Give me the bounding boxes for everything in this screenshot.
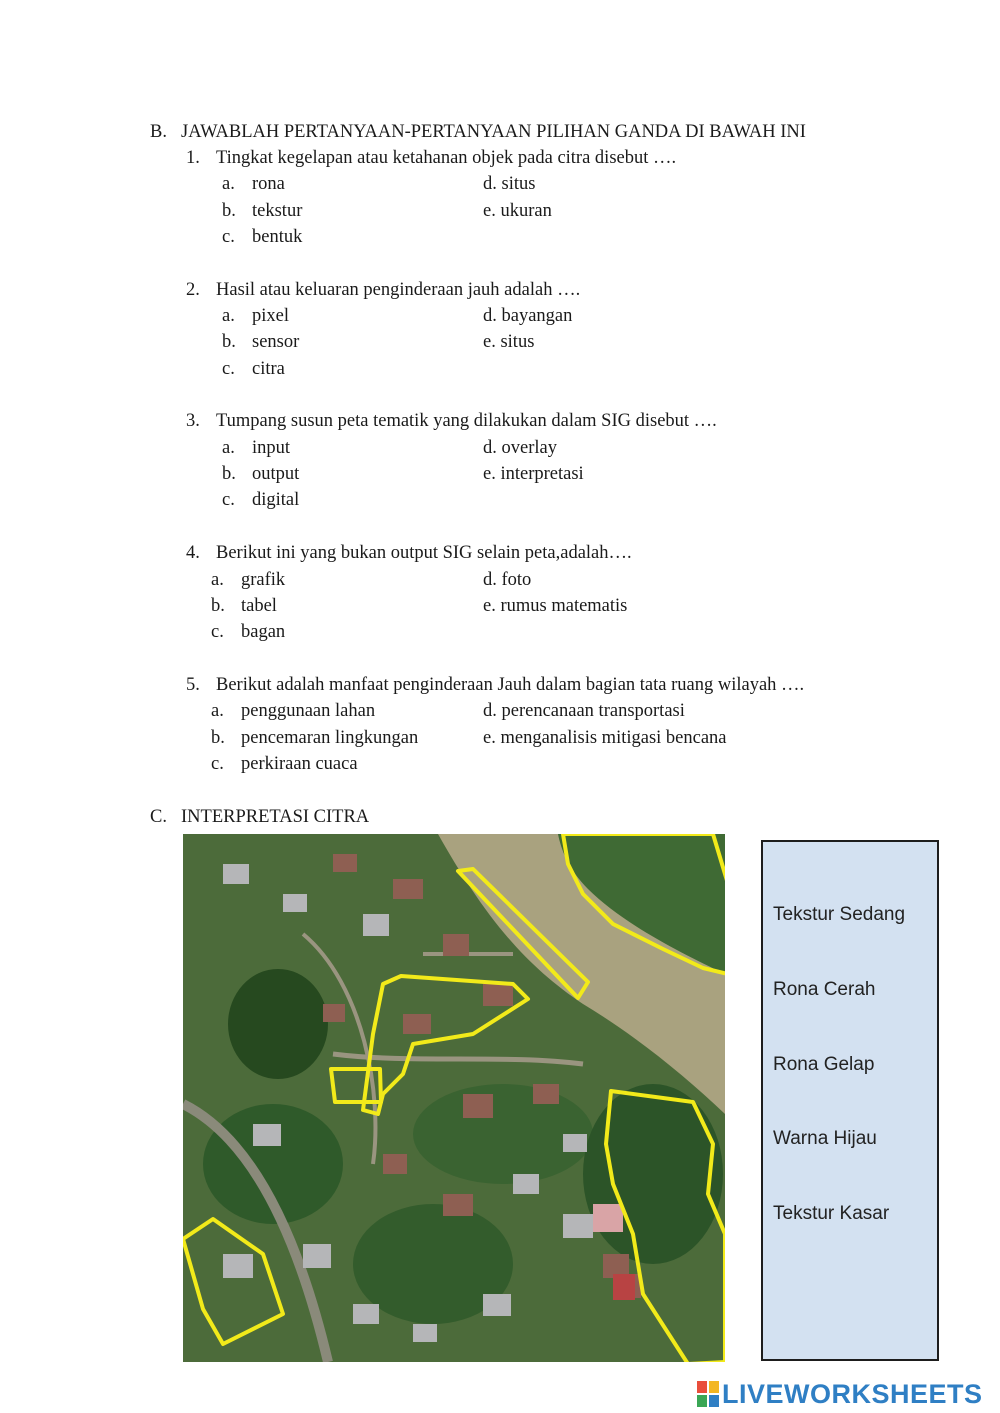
option-letter: e.: [483, 201, 496, 221]
option-text: menganalisis mitigasi bencana: [500, 728, 727, 748]
option-text: foto: [501, 570, 532, 590]
option-letter: c.: [211, 754, 224, 774]
question-5: [186, 675, 804, 696]
option-letter: c.: [222, 227, 235, 247]
option-letter: a.: [222, 306, 235, 326]
option-text: sensor: [252, 332, 300, 352]
option-1c[interactable]: [222, 227, 302, 248]
satellite-image: [183, 834, 725, 1362]
option-letter: b.: [222, 201, 236, 221]
brand-name: LIVEWORKSHEETS: [722, 1378, 983, 1409]
label-warna-hijau[interactable]: Warna Hijau: [773, 1128, 877, 1149]
option-letter: b.: [211, 728, 225, 748]
option-text: bayangan: [501, 306, 573, 326]
option-letter: b.: [222, 332, 236, 352]
liveworksheets-logo: [697, 1378, 993, 1410]
option-3a[interactable]: [222, 438, 290, 459]
option-text: input: [252, 438, 291, 458]
question-text: Berikut adalah manfaat penginderaan Jauh dalam bagian tata ruang wilayah ….: [216, 675, 805, 695]
question-2: [186, 280, 580, 301]
option-2c[interactable]: [222, 359, 285, 380]
option-5a[interactable]: [211, 701, 375, 722]
option-letter: e.: [483, 728, 496, 748]
question-text: Tingkat kegelapan atau ketahanan objek pada citra disebut ….: [216, 148, 677, 168]
option-2a[interactable]: [222, 306, 289, 327]
option-5c[interactable]: [211, 754, 358, 775]
section-c-letter: C.: [150, 807, 167, 827]
option-text: penggunaan lahan: [241, 701, 376, 721]
question-4: [186, 543, 632, 564]
option-text: perencanaan transportasi: [501, 701, 685, 721]
question-1: [186, 148, 676, 169]
option-text: tekstur: [252, 201, 303, 221]
option-text: ukuran: [500, 201, 552, 221]
option-letter: b.: [222, 464, 236, 484]
option-text: grafik: [241, 570, 286, 590]
option-text: overlay: [501, 438, 557, 458]
question-3: [186, 411, 717, 432]
option-4c[interactable]: [211, 622, 285, 643]
question-number: 2.: [186, 280, 200, 300]
section-c-title: INTERPRETASI CITRA: [181, 807, 370, 827]
option-1d[interactable]: [483, 174, 535, 195]
label-tekstur-sedang[interactable]: Tekstur Sedang: [773, 904, 906, 925]
option-text: bentuk: [252, 227, 303, 247]
option-text: pencemaran lingkungan: [241, 728, 419, 748]
option-3e[interactable]: [483, 464, 584, 485]
question-text: Berikut ini yang bukan output SIG selain peta,adalah….: [216, 543, 632, 563]
option-3d[interactable]: [483, 438, 557, 459]
option-letter: a.: [222, 438, 235, 458]
logo-icon: [697, 1381, 719, 1407]
option-text: tabel: [241, 596, 277, 616]
option-4d[interactable]: [483, 570, 531, 591]
option-4b[interactable]: [211, 596, 277, 617]
option-2b[interactable]: [222, 332, 299, 353]
option-letter: d.: [483, 306, 497, 326]
question-number: 5.: [186, 675, 200, 695]
option-text: bagan: [241, 622, 286, 642]
label-box: [761, 840, 939, 1361]
option-5e[interactable]: [483, 728, 727, 749]
option-5d[interactable]: [483, 701, 685, 722]
option-letter: d.: [483, 570, 497, 590]
option-letter: a.: [211, 701, 224, 721]
option-text: rona: [252, 174, 285, 194]
question-text: Hasil atau keluaran penginderaan jauh adalah ….: [216, 280, 581, 300]
section-b-letter: B.: [150, 122, 167, 142]
option-3c[interactable]: [222, 490, 299, 511]
option-2e[interactable]: [483, 332, 534, 353]
option-1e[interactable]: [483, 201, 552, 222]
question-number: 1.: [186, 148, 200, 168]
option-letter: a.: [222, 174, 235, 194]
label-tekstur-kasar[interactable]: Tekstur Kasar: [773, 1203, 890, 1224]
section-b-title: JAWABLAH PERTANYAAN-PERTANYAAN PILIHAN GANDA DI BAWAH INI: [181, 122, 806, 142]
option-letter: e.: [483, 332, 496, 352]
option-text: pixel: [252, 306, 289, 326]
option-letter: d.: [483, 174, 497, 194]
option-text: perkiraan cuaca: [241, 754, 358, 774]
option-4e[interactable]: [483, 596, 627, 617]
label-rona-gelap[interactable]: Rona Gelap: [773, 1054, 875, 1075]
option-5b[interactable]: [211, 728, 418, 749]
option-letter: b.: [211, 596, 225, 616]
option-text: situs: [500, 332, 535, 352]
option-letter: d.: [483, 701, 497, 721]
option-1a[interactable]: [222, 174, 285, 195]
option-letter: c.: [222, 359, 235, 379]
option-letter: c.: [222, 490, 235, 510]
option-letter: d.: [483, 438, 497, 458]
option-1b[interactable]: [222, 201, 302, 222]
option-text: rumus matematis: [500, 596, 628, 616]
option-text: citra: [252, 359, 285, 379]
question-text: Tumpang susun peta tematik yang dilakukan dalam SIG disebut ….: [216, 411, 717, 431]
option-text: interpretasi: [500, 464, 584, 484]
option-4a[interactable]: [211, 570, 285, 591]
option-text: output: [252, 464, 300, 484]
option-letter: c.: [211, 622, 224, 642]
option-letter: e.: [483, 596, 496, 616]
option-letter: a.: [211, 570, 224, 590]
option-text: situs: [501, 174, 536, 194]
option-text: digital: [252, 490, 300, 510]
option-2d[interactable]: [483, 306, 572, 327]
option-3b[interactable]: [222, 464, 299, 485]
question-number: 3.: [186, 411, 200, 431]
option-letter: e.: [483, 464, 496, 484]
label-rona-cerah[interactable]: Rona Cerah: [773, 979, 876, 1000]
question-number: 4.: [186, 543, 200, 563]
